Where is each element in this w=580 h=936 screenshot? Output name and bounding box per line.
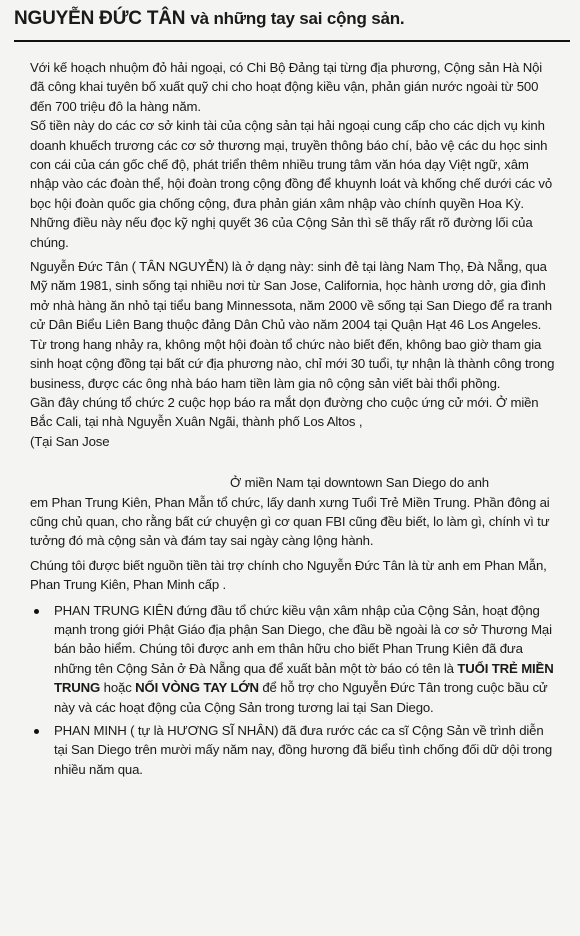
page-title [14,8,566,30]
funding-list [30,601,558,780]
paragraph-2: Số tiền này do các cơ sở kinh tài của cộng sản tại hải ngoại cung cấp cho các dịch vụ kinh doanh khuếch trương các cơ sở thương mại, truyền thông báo chí, bảo vệ các du học sinh con cái của cán gốc chế độ, phát triển thêm nhiều trung tâm văn hóa dạy Việt ngữ, xâm nhập vào các đoàn thể, hội đoàn trong cộng đồng để khuynh loát và khống chế dưới các vỏ bọc hội đoàn quốc gia chống cộng, đưa phản gián xâm nhập vào chính quyền Hoa Kỳ. Những điều này nếu đọc kỹ nghị quyết 36 của Cộng Sản thì sẽ thấy rất rõ đường lối của chúng. [30,118,553,250]
title-name: NGUYỄN ĐỨC TÂN [14,8,186,29]
paragraph-3: Nguyễn Đức Tân ( TÂN NGUYỄN) là ở dạng này: sinh đẻ tại làng Nam Thọ, Đà Nẵng, qua Mỹ năm 1981, sinh sống tại nhiều nơi từ San Jose, California, học hành ương dở, gia đình mở nhà hàng ăn nhỏ tại tiểu bang Minnessota, năm 2000 về sống tại San Diego để ra tranh cử Dân Biểu Liên Bang thuộc đảng Dân Chủ vào năm 2004 tại Quận Hạt 46 Los Angeles. [30,259,552,333]
paragraph-5: Gần đây chúng tổ chức 2 cuộc họp báo ra mắt dọn đường cho cuộc ứng cử mới. Ở miền Bắc Cali, tại nhà Nguyễn Xuân Ngãi, thành phố Los Altos , [30,394,539,430]
bullet-icon [34,609,39,614]
list-item [30,721,558,779]
paragraph-7: Chúng tôi được biết nguồn tiền tài trợ chính cho Nguyễn Đức Tân là từ anh em Phan Mẫn, Phan Trung Kiên, Phan Minh cấp . [30,557,547,593]
bullet-2-text: PHAN MINH ( tự là HƯƠNG SĨ NHÂN) đã đưa rước các ca sĩ Cộng Sản về trình diễn tại San Diego trên mười mấy năm nay, đồng hương đã biểu tình chống đối dữ dội trong nhiều năm qua. [54,723,553,777]
paragraph-6-lead: Ở miền Nam tại downtown San Diego do anh [230,475,489,491]
bullet-1-text-b: để hỗ trợ cho Nguyễn Đức Tân trong cuộc bầu cử này và các hoạt động của Cộng Sản trong tương lai tại San Diego. [54,680,548,715]
article-body [30,58,558,783]
bullet-1-highlight-1: TUỔI TRẺ MIỀN TRUNG [54,660,554,696]
list-item [30,601,558,717]
bullet-1-mid: hoặc [103,680,132,696]
bullet-icon [34,729,39,734]
blank-gap [30,451,558,473]
paragraph-6: em Phan Trung Kiên, Phan Mẫn tổ chức, lấy danh xưng Tuổi Trẻ Miền Trung. Phần đông ai cũng chủ quan, cho rằng bất cứ chuyện gì cơ quan FBI cũng đều biết, lo làm gì, chính vì tư tưởng đó mà cộng sản và đám tay sai ngày càng lộng hành. [30,494,550,549]
bullet-1-highlight-2: NỐI VÒNG TAY LỚN [135,680,259,696]
bullet-1-text-a: PHAN TRUNG KIÊN đứng đầu tổ chức kiều vận xâm nhập của Cộng Sản, hoạt động mạnh trong giới Phật Giáo địa phận San Diego, che đầu bề ngoài là cơ sở Thương Mại bán bảo hiểm. Chúng tôi được anh em thân hữu cho biết Phan Trung Kiên đã đưa những tên Cộng Sản ở Đà Nẵng qua để xuất bản một tờ báo có tên là [54,602,552,676]
title-rest: và những tay sai cộng sản. [190,9,405,28]
title-underline [14,40,570,42]
paragraph-5b: (Tại San Jose [30,433,110,449]
paragraph-4: Từ trong hang nhảy ra, không một hội đoàn tổ chức nào biết đến, không bao giờ tham gia sinh hoạt cộng đồng tại bất cứ địa phương nào, chỉ mới 30 tuổi, tự nhận là thành công trong business, được các ông nhà báo ham tiền làm gia nô cộng sản viết bài thổi phồng. [30,336,555,391]
paragraph-1: Với kế hoạch nhuộm đỏ hải ngoại, có Chi Bộ Đảng tại từng địa phương, Cộng sản Hà Nội đã công khai tuyên bố xuất quỹ chi cho hoạt động kiều vận, phản gián nước ngoài từ 500 đến 700 triệu đô la hàng năm. [30,60,543,114]
